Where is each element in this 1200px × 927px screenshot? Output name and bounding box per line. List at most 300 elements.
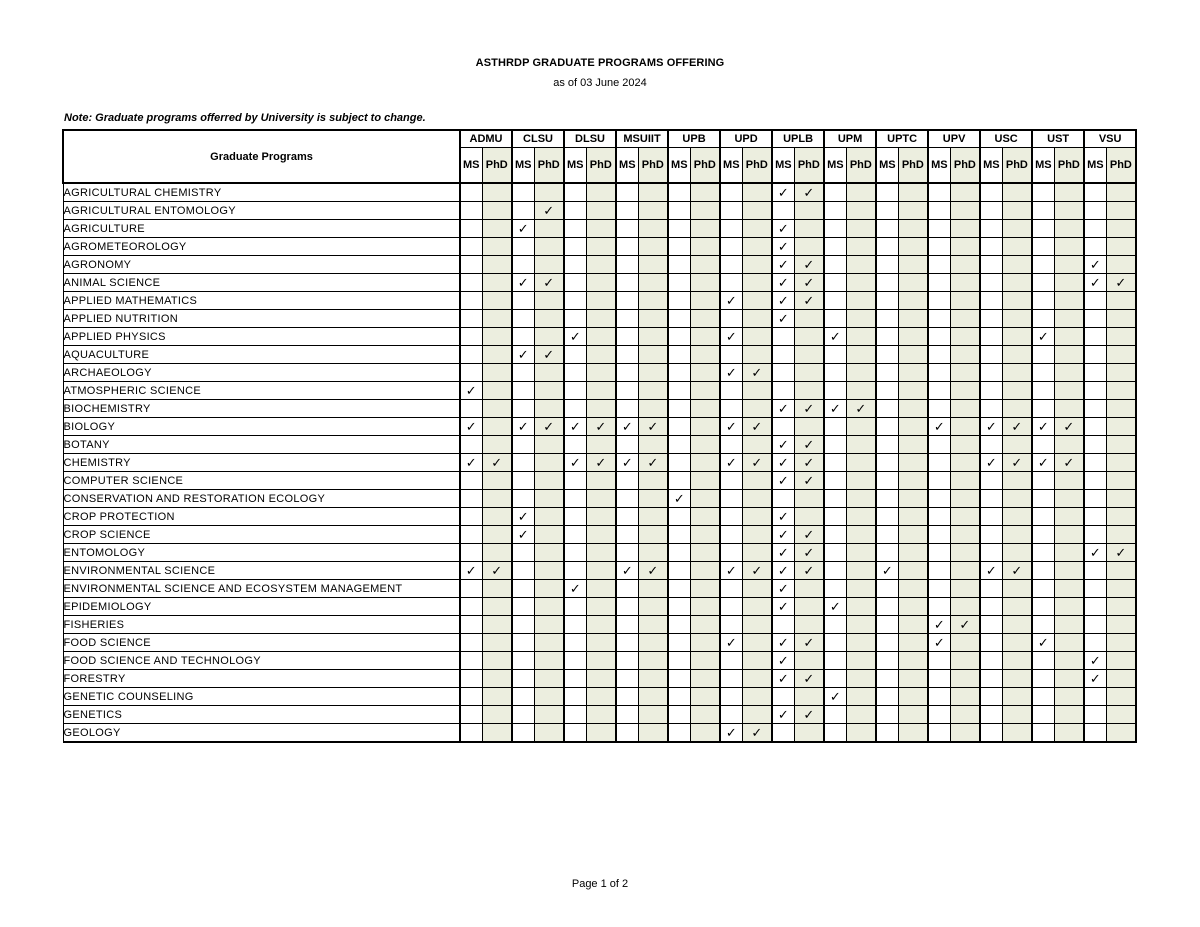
offered-check-icon: ✓ bbox=[460, 418, 482, 436]
offering-cell bbox=[460, 670, 482, 688]
offering-cell bbox=[668, 346, 690, 364]
offered-check-icon: ✓ bbox=[772, 634, 794, 652]
offering-cell bbox=[898, 652, 928, 670]
university-header: VSU bbox=[1084, 130, 1136, 148]
offering-cell bbox=[898, 238, 928, 256]
offering-cell bbox=[928, 706, 950, 724]
offering-cell bbox=[1054, 688, 1084, 706]
offering-cell bbox=[638, 670, 668, 688]
offered-check-icon: ✓ bbox=[742, 418, 772, 436]
offering-cell bbox=[950, 562, 980, 580]
offering-cell bbox=[534, 472, 564, 490]
offering-cell bbox=[482, 598, 512, 616]
offering-cell bbox=[482, 400, 512, 418]
offering-cell bbox=[928, 364, 950, 382]
offering-cell bbox=[668, 472, 690, 490]
offering-cell bbox=[482, 508, 512, 526]
offering-cell bbox=[616, 346, 638, 364]
offered-check-icon: ✓ bbox=[1002, 418, 1032, 436]
program-name: ATMOSPHERIC SCIENCE bbox=[63, 382, 460, 400]
offering-cell bbox=[638, 526, 668, 544]
offering-cell bbox=[616, 652, 638, 670]
table-row bbox=[63, 454, 1136, 472]
offering-cell bbox=[846, 238, 876, 256]
offering-cell bbox=[638, 364, 668, 382]
offering-cell bbox=[1054, 328, 1084, 346]
offered-check-icon: ✓ bbox=[1032, 454, 1054, 472]
offering-cell bbox=[534, 490, 564, 508]
offered-check-icon: ✓ bbox=[794, 526, 824, 544]
offering-cell bbox=[950, 508, 980, 526]
offered-check-icon: ✓ bbox=[460, 382, 482, 400]
table-row bbox=[63, 490, 1136, 508]
offering-cell bbox=[564, 616, 586, 634]
offering-cell bbox=[668, 616, 690, 634]
offered-check-icon: ✓ bbox=[772, 598, 794, 616]
degree-header-phd: PhD bbox=[586, 148, 616, 184]
offering-cell bbox=[898, 310, 928, 328]
offering-cell bbox=[460, 346, 482, 364]
offering-cell bbox=[876, 418, 898, 436]
offering-cell bbox=[512, 183, 534, 202]
offering-cell bbox=[876, 274, 898, 292]
offering-cell bbox=[898, 328, 928, 346]
offering-cell bbox=[824, 706, 846, 724]
offered-check-icon: ✓ bbox=[1084, 544, 1106, 562]
offering-cell bbox=[824, 562, 846, 580]
offering-cell bbox=[824, 220, 846, 238]
offering-cell bbox=[668, 220, 690, 238]
offering-cell bbox=[824, 202, 846, 220]
offering-cell bbox=[690, 400, 720, 418]
offering-cell bbox=[980, 364, 1002, 382]
offering-cell bbox=[1054, 346, 1084, 364]
offering-cell bbox=[742, 183, 772, 202]
offering-cell bbox=[742, 274, 772, 292]
offering-cell bbox=[460, 706, 482, 724]
offering-cell bbox=[460, 526, 482, 544]
offering-cell bbox=[950, 652, 980, 670]
offering-cell bbox=[1032, 292, 1054, 310]
offering-cell bbox=[482, 328, 512, 346]
offering-cell bbox=[616, 382, 638, 400]
offered-check-icon: ✓ bbox=[772, 436, 794, 454]
offering-cell bbox=[460, 436, 482, 454]
program-name: APPLIED MATHEMATICS bbox=[63, 292, 460, 310]
program-name: FOOD SCIENCE bbox=[63, 634, 460, 652]
program-name: AGRONOMY bbox=[63, 256, 460, 274]
offering-cell bbox=[1054, 472, 1084, 490]
program-name: CROP SCIENCE bbox=[63, 526, 460, 544]
degree-header-ms: MS bbox=[720, 148, 742, 184]
offering-cell bbox=[482, 418, 512, 436]
offering-cell bbox=[980, 706, 1002, 724]
offering-cell bbox=[980, 346, 1002, 364]
offered-check-icon: ✓ bbox=[772, 562, 794, 580]
offering-cell bbox=[928, 202, 950, 220]
offering-cell bbox=[638, 688, 668, 706]
offering-cell bbox=[460, 310, 482, 328]
offering-cell bbox=[898, 688, 928, 706]
programs-table-body bbox=[63, 183, 1136, 742]
table-row bbox=[63, 400, 1136, 418]
offering-cell bbox=[690, 706, 720, 724]
offering-cell bbox=[460, 238, 482, 256]
offered-check-icon: ✓ bbox=[772, 238, 794, 256]
offering-cell bbox=[586, 706, 616, 724]
offering-cell bbox=[1084, 418, 1106, 436]
offering-cell bbox=[586, 652, 616, 670]
offering-cell bbox=[512, 562, 534, 580]
table-row bbox=[63, 382, 1136, 400]
offering-cell bbox=[794, 310, 824, 328]
offering-cell bbox=[690, 310, 720, 328]
offering-cell bbox=[1106, 382, 1136, 400]
offering-cell bbox=[742, 616, 772, 634]
offering-cell bbox=[950, 400, 980, 418]
offering-cell bbox=[460, 508, 482, 526]
offered-check-icon: ✓ bbox=[460, 454, 482, 472]
offering-cell bbox=[482, 652, 512, 670]
offering-cell bbox=[1106, 400, 1136, 418]
offering-cell bbox=[564, 526, 586, 544]
offering-cell bbox=[1032, 670, 1054, 688]
offering-cell bbox=[616, 472, 638, 490]
offering-cell bbox=[564, 598, 586, 616]
offering-cell bbox=[928, 310, 950, 328]
offering-cell bbox=[534, 183, 564, 202]
offering-cell bbox=[1002, 634, 1032, 652]
offered-check-icon: ✓ bbox=[772, 670, 794, 688]
offering-cell bbox=[690, 220, 720, 238]
offered-check-icon: ✓ bbox=[876, 562, 898, 580]
offering-cell bbox=[742, 526, 772, 544]
offering-cell bbox=[1054, 526, 1084, 544]
offering-cell bbox=[638, 292, 668, 310]
offering-cell bbox=[720, 382, 742, 400]
table-row bbox=[63, 580, 1136, 598]
offering-cell bbox=[1002, 364, 1032, 382]
offering-cell bbox=[794, 652, 824, 670]
program-name: GEOLOGY bbox=[63, 724, 460, 743]
program-name: BIOLOGY bbox=[63, 418, 460, 436]
table-row bbox=[63, 310, 1136, 328]
offering-cell bbox=[950, 688, 980, 706]
offering-cell bbox=[534, 544, 564, 562]
offering-cell bbox=[668, 202, 690, 220]
offering-cell bbox=[876, 688, 898, 706]
offering-cell bbox=[690, 688, 720, 706]
offering-cell bbox=[1106, 724, 1136, 743]
offering-cell bbox=[1002, 580, 1032, 598]
offering-cell bbox=[898, 616, 928, 634]
offering-cell bbox=[564, 364, 586, 382]
offering-cell bbox=[564, 670, 586, 688]
program-name: FOOD SCIENCE AND TECHNOLOGY bbox=[63, 652, 460, 670]
offering-cell bbox=[616, 328, 638, 346]
offering-cell bbox=[638, 706, 668, 724]
offering-cell bbox=[898, 598, 928, 616]
table-row bbox=[63, 706, 1136, 724]
offering-cell bbox=[564, 652, 586, 670]
offered-check-icon: ✓ bbox=[1032, 418, 1054, 436]
offering-cell bbox=[1106, 418, 1136, 436]
document-title: ASTHRDP GRADUATE PROGRAMS OFFERING bbox=[475, 57, 725, 69]
offering-cell bbox=[638, 382, 668, 400]
university-header: ADMU bbox=[460, 130, 512, 148]
offered-check-icon: ✓ bbox=[1106, 544, 1136, 562]
offering-cell bbox=[846, 472, 876, 490]
offering-cell bbox=[564, 220, 586, 238]
offering-cell bbox=[482, 202, 512, 220]
offering-cell bbox=[720, 346, 742, 364]
program-name: GENETICS bbox=[63, 706, 460, 724]
offering-cell bbox=[772, 346, 794, 364]
offering-cell bbox=[846, 688, 876, 706]
program-name: EPIDEMIOLOGY bbox=[63, 598, 460, 616]
offering-cell bbox=[794, 346, 824, 364]
offered-check-icon: ✓ bbox=[586, 454, 616, 472]
offering-cell bbox=[1084, 562, 1106, 580]
offering-cell bbox=[898, 183, 928, 202]
offering-cell bbox=[1106, 490, 1136, 508]
offering-cell bbox=[1002, 706, 1032, 724]
offered-check-icon: ✓ bbox=[794, 706, 824, 724]
degree-header-phd: PhD bbox=[898, 148, 928, 184]
offering-cell bbox=[950, 598, 980, 616]
offered-check-icon: ✓ bbox=[794, 634, 824, 652]
offering-cell bbox=[534, 436, 564, 454]
offering-cell bbox=[534, 220, 564, 238]
offering-cell bbox=[564, 310, 586, 328]
offering-cell bbox=[950, 472, 980, 490]
offered-check-icon: ✓ bbox=[1002, 454, 1032, 472]
offered-check-icon: ✓ bbox=[824, 598, 846, 616]
offering-cell bbox=[846, 274, 876, 292]
offering-cell bbox=[512, 256, 534, 274]
offering-cell bbox=[846, 310, 876, 328]
offering-cell bbox=[638, 238, 668, 256]
program-name: BOTANY bbox=[63, 436, 460, 454]
offering-cell bbox=[1054, 652, 1084, 670]
offering-cell bbox=[1084, 454, 1106, 472]
offering-cell bbox=[950, 183, 980, 202]
offering-cell bbox=[482, 490, 512, 508]
document-date: as of 03 June 2024 bbox=[553, 77, 647, 89]
offering-cell bbox=[564, 508, 586, 526]
degree-header-phd: PhD bbox=[638, 148, 668, 184]
offering-cell bbox=[668, 274, 690, 292]
offering-cell bbox=[1054, 724, 1084, 743]
offering-cell bbox=[668, 436, 690, 454]
offering-cell bbox=[668, 454, 690, 472]
offering-cell bbox=[928, 292, 950, 310]
offering-cell bbox=[846, 328, 876, 346]
offering-cell bbox=[1084, 436, 1106, 454]
offering-cell bbox=[824, 652, 846, 670]
offered-check-icon: ✓ bbox=[1002, 562, 1032, 580]
table-row bbox=[63, 346, 1136, 364]
offering-cell bbox=[794, 490, 824, 508]
offering-cell bbox=[564, 274, 586, 292]
offered-check-icon: ✓ bbox=[824, 688, 846, 706]
offering-cell bbox=[1106, 688, 1136, 706]
offering-cell bbox=[980, 544, 1002, 562]
offered-check-icon: ✓ bbox=[772, 454, 794, 472]
offering-cell bbox=[586, 400, 616, 418]
offering-cell bbox=[564, 238, 586, 256]
offering-cell bbox=[898, 454, 928, 472]
table-row bbox=[63, 418, 1136, 436]
offering-cell bbox=[794, 328, 824, 346]
offering-cell bbox=[690, 580, 720, 598]
offering-cell bbox=[1032, 562, 1054, 580]
offering-cell bbox=[898, 490, 928, 508]
offered-check-icon: ✓ bbox=[824, 328, 846, 346]
offering-cell bbox=[564, 472, 586, 490]
offering-cell bbox=[512, 598, 534, 616]
table-row bbox=[63, 670, 1136, 688]
offering-cell bbox=[1032, 652, 1054, 670]
university-header-row bbox=[63, 130, 1136, 148]
degree-header-phd: PhD bbox=[534, 148, 564, 184]
offering-cell bbox=[482, 616, 512, 634]
offering-cell bbox=[616, 256, 638, 274]
offering-cell bbox=[928, 562, 950, 580]
offering-cell bbox=[898, 202, 928, 220]
offering-cell bbox=[928, 382, 950, 400]
offering-cell bbox=[950, 724, 980, 743]
offering-cell bbox=[950, 418, 980, 436]
offering-cell bbox=[720, 400, 742, 418]
offering-cell bbox=[638, 310, 668, 328]
offering-cell bbox=[616, 616, 638, 634]
program-name: COMPUTER SCIENCE bbox=[63, 472, 460, 490]
offering-cell bbox=[460, 328, 482, 346]
table-row bbox=[63, 183, 1136, 202]
offering-cell bbox=[616, 238, 638, 256]
offering-cell bbox=[534, 724, 564, 743]
offering-cell bbox=[512, 436, 534, 454]
offering-cell bbox=[512, 724, 534, 743]
offering-cell bbox=[1084, 292, 1106, 310]
offering-cell bbox=[876, 436, 898, 454]
offering-cell bbox=[742, 382, 772, 400]
offered-check-icon: ✓ bbox=[794, 670, 824, 688]
offering-cell bbox=[1084, 382, 1106, 400]
program-name: APPLIED PHYSICS bbox=[63, 328, 460, 346]
offering-cell bbox=[898, 472, 928, 490]
offered-check-icon: ✓ bbox=[980, 418, 1002, 436]
offering-cell bbox=[876, 580, 898, 598]
offering-cell bbox=[1084, 490, 1106, 508]
offering-cell bbox=[668, 183, 690, 202]
offering-cell bbox=[482, 436, 512, 454]
offering-cell bbox=[482, 238, 512, 256]
offering-cell bbox=[898, 382, 928, 400]
offering-cell bbox=[638, 490, 668, 508]
offering-cell bbox=[980, 508, 1002, 526]
table-row bbox=[63, 526, 1136, 544]
offering-cell bbox=[616, 292, 638, 310]
program-name: APPLIED NUTRITION bbox=[63, 310, 460, 328]
offering-cell bbox=[534, 364, 564, 382]
degree-header-ms: MS bbox=[928, 148, 950, 184]
offering-cell bbox=[1032, 598, 1054, 616]
offering-cell bbox=[876, 652, 898, 670]
offering-cell bbox=[616, 436, 638, 454]
offering-cell bbox=[1084, 202, 1106, 220]
offering-cell bbox=[1106, 526, 1136, 544]
offering-cell bbox=[928, 220, 950, 238]
offering-cell bbox=[824, 544, 846, 562]
offering-cell bbox=[1002, 202, 1032, 220]
offering-cell bbox=[690, 490, 720, 508]
program-name: ENVIRONMENTAL SCIENCE bbox=[63, 562, 460, 580]
offering-cell bbox=[460, 220, 482, 238]
offering-cell bbox=[742, 508, 772, 526]
university-header: UST bbox=[1032, 130, 1084, 148]
offering-cell bbox=[1002, 616, 1032, 634]
offering-cell bbox=[928, 436, 950, 454]
offering-cell bbox=[950, 436, 980, 454]
offering-cell bbox=[742, 328, 772, 346]
offering-cell bbox=[720, 436, 742, 454]
offering-cell bbox=[876, 598, 898, 616]
offered-check-icon: ✓ bbox=[772, 183, 794, 202]
offering-cell bbox=[1002, 220, 1032, 238]
offering-cell bbox=[1032, 346, 1054, 364]
offering-cell bbox=[1032, 382, 1054, 400]
program-name: FORESTRY bbox=[63, 670, 460, 688]
offering-cell bbox=[720, 616, 742, 634]
offering-cell bbox=[742, 400, 772, 418]
offering-cell bbox=[794, 202, 824, 220]
offering-cell bbox=[1106, 183, 1136, 202]
offered-check-icon: ✓ bbox=[794, 256, 824, 274]
university-header: CLSU bbox=[512, 130, 564, 148]
offered-check-icon: ✓ bbox=[742, 724, 772, 743]
offering-cell bbox=[772, 724, 794, 743]
degree-header-phd: PhD bbox=[950, 148, 980, 184]
offering-cell bbox=[876, 256, 898, 274]
offered-check-icon: ✓ bbox=[950, 616, 980, 634]
offering-cell bbox=[876, 454, 898, 472]
university-header: UPB bbox=[668, 130, 720, 148]
offering-cell bbox=[668, 652, 690, 670]
offering-cell bbox=[980, 256, 1002, 274]
offering-cell bbox=[512, 328, 534, 346]
offering-cell bbox=[1032, 724, 1054, 743]
offered-check-icon: ✓ bbox=[638, 562, 668, 580]
offered-check-icon: ✓ bbox=[772, 652, 794, 670]
table-row bbox=[63, 436, 1136, 454]
offering-cell bbox=[1054, 274, 1084, 292]
offering-cell bbox=[668, 418, 690, 436]
offering-cell bbox=[1106, 508, 1136, 526]
table-row bbox=[63, 256, 1136, 274]
offering-cell bbox=[772, 202, 794, 220]
offering-cell bbox=[534, 382, 564, 400]
offering-cell bbox=[824, 364, 846, 382]
offering-cell bbox=[824, 256, 846, 274]
table-row bbox=[63, 598, 1136, 616]
offered-check-icon: ✓ bbox=[512, 526, 534, 544]
offering-cell bbox=[482, 220, 512, 238]
offering-cell bbox=[950, 328, 980, 346]
offering-cell bbox=[846, 724, 876, 743]
offering-cell bbox=[1084, 634, 1106, 652]
